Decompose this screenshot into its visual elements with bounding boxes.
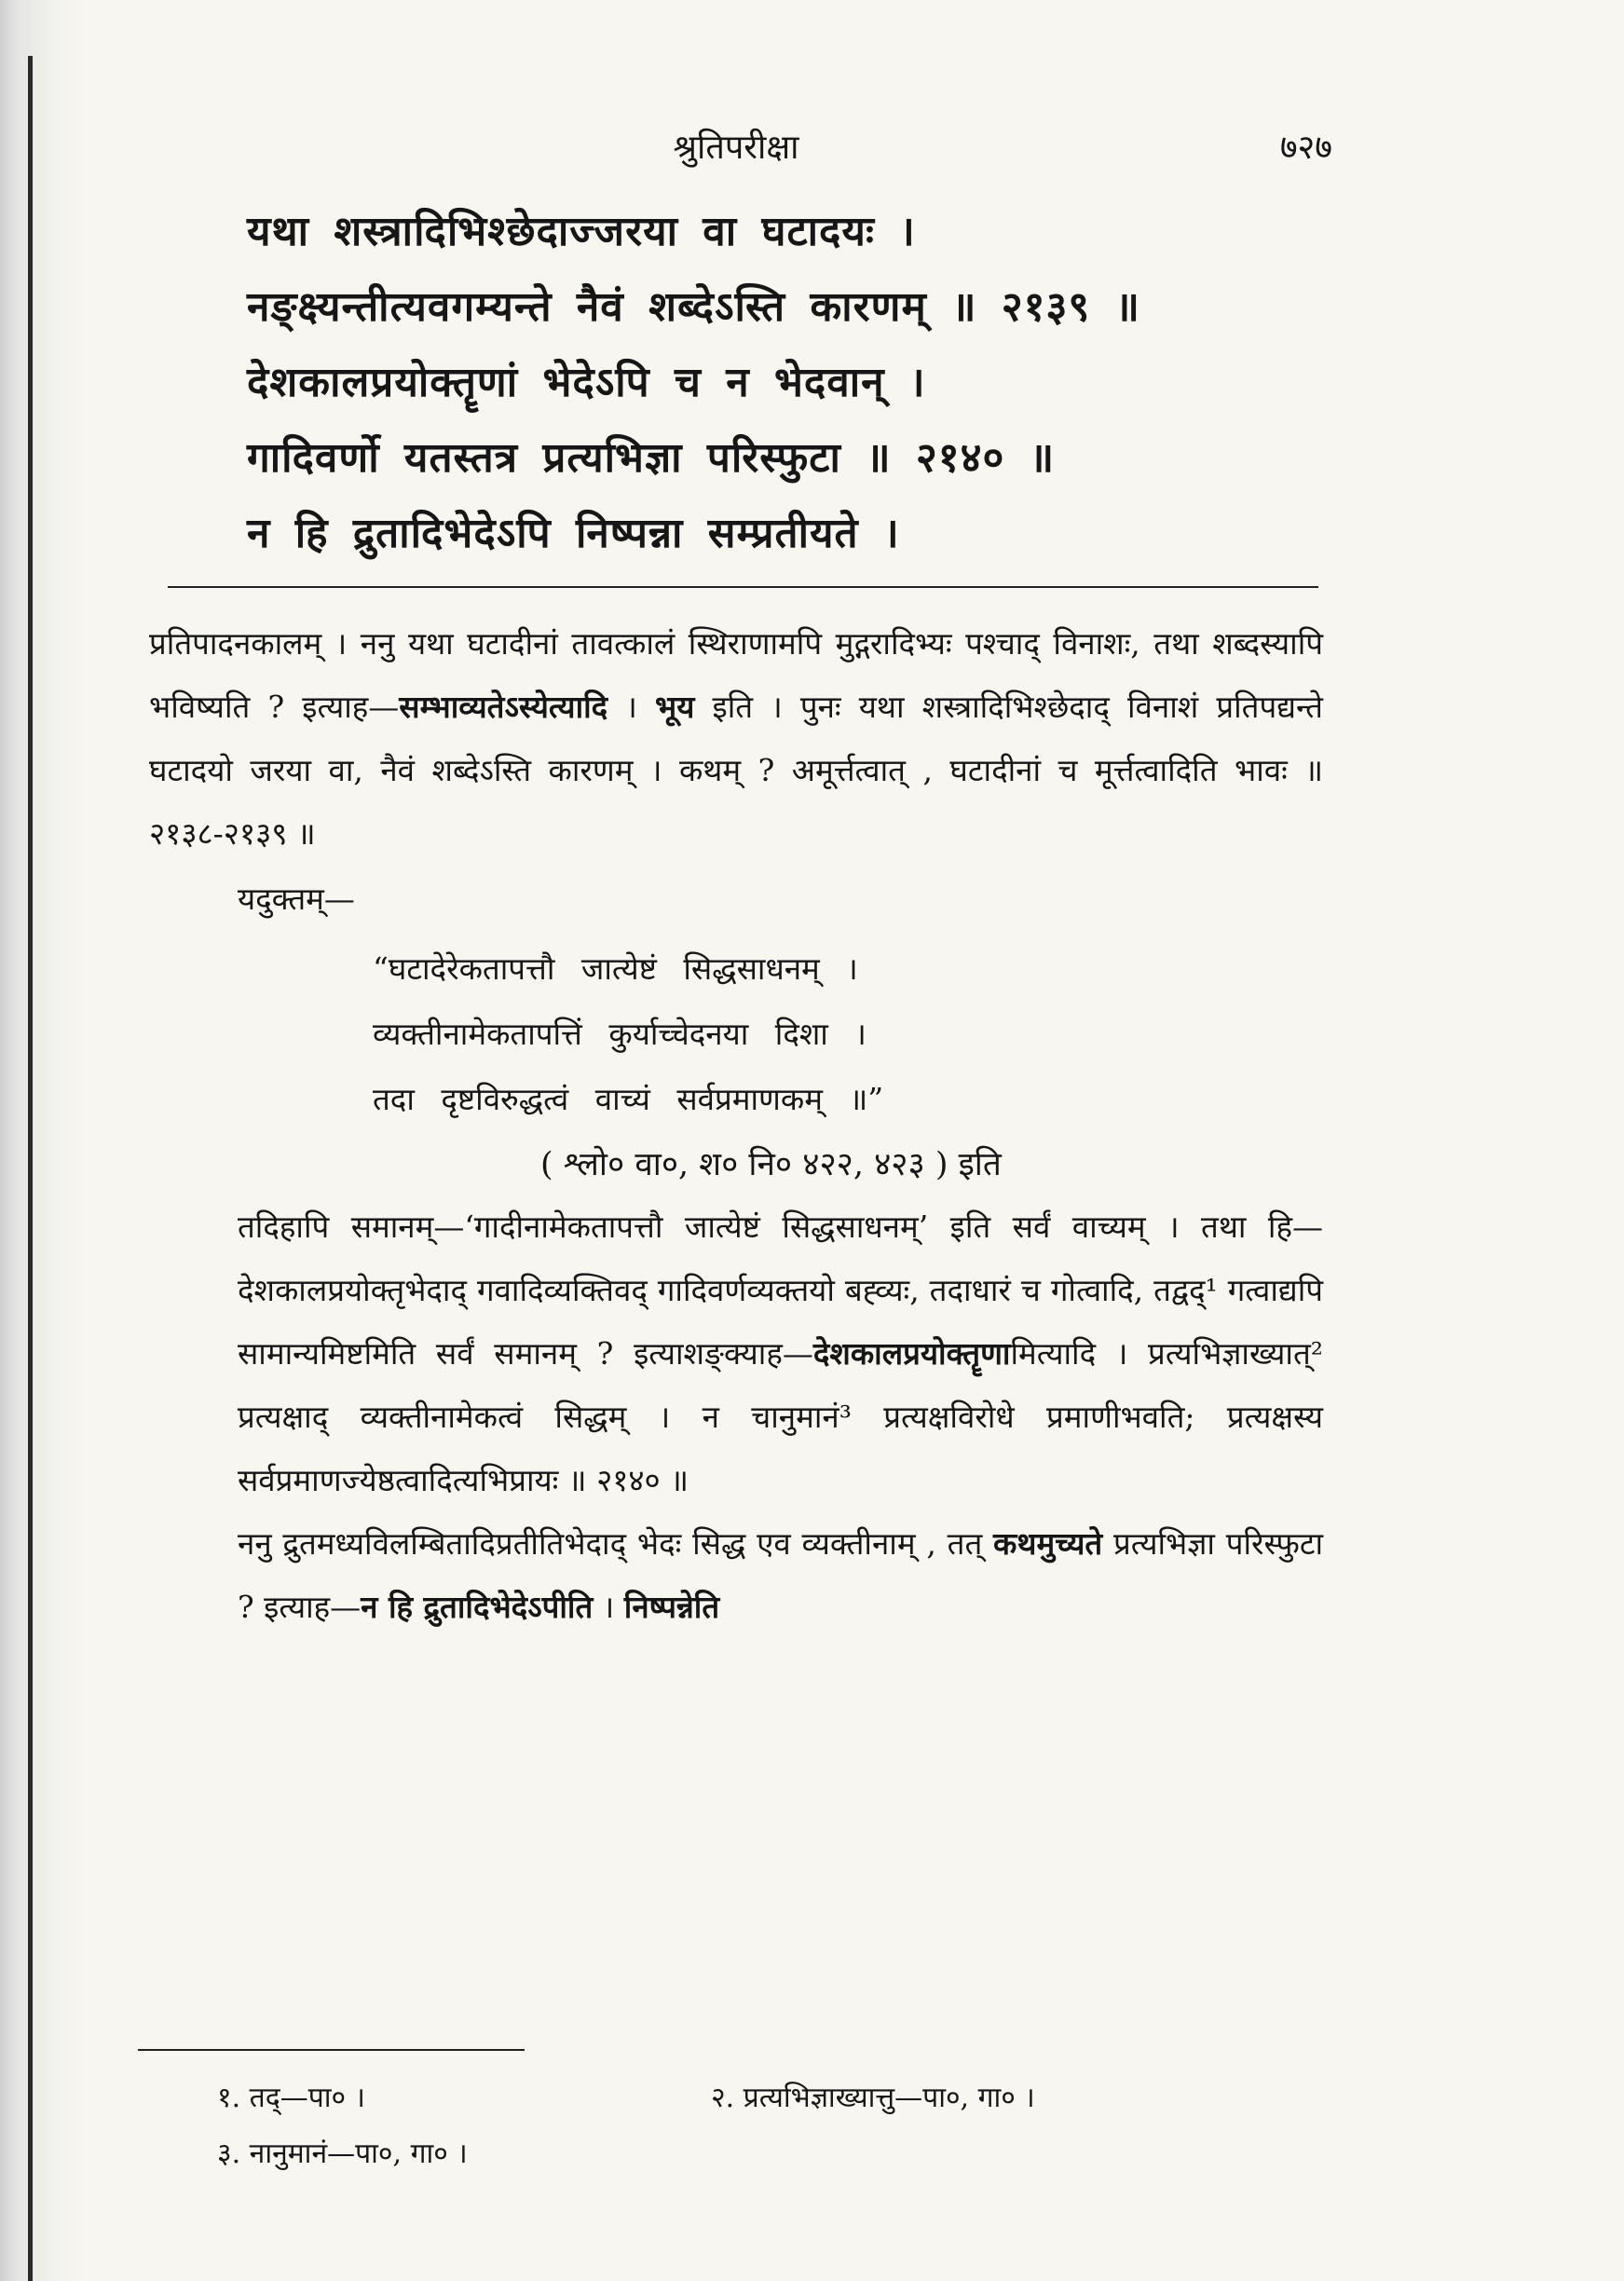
- commentary-paragraph-3: [149, 1512, 1323, 1639]
- quote-line: तदा दृष्टविरुद्धत्वं वाच्यं सर्वप्रमाणकम् ॥”: [373, 1081, 884, 1117]
- pratika-bold: कथमुच्यते: [993, 1525, 1103, 1562]
- verse-line: नङ्क्ष्यन्तीत्यवगम्यन्ते नैवं शब्देऽस्ति कारणम् ॥ २१३९ ॥: [247, 283, 1140, 331]
- commentary: [149, 612, 1323, 1639]
- commentary-text: इति । पुनः यथा शस्त्रादिभिश्छेदाद् विनाशं प्रतिपद्यन्ते घटादयो जरया वा, नैवं शब्देऽस्ति कारणम् । कथम् ? अमूर्त्तत्वात् , घटादीनां च मूर्त्तत्वादिति भावः ॥ २१३८-२१३९ ॥: [149, 689, 1323, 852]
- binding-edge-line: [28, 56, 33, 2281]
- commentary-text: तदिहापि समानम्—‘गादीनामेकतापत्तौ जात्येष्टं सिद्धसाधनम्’ इति सर्वं वाच्यम् । तथा हि—देशकालप्रयोक्तृभेदाद् गवादिव्यक्तिवद् गादिवर्णव्यक्तयो बह्व्यः, तदाधारं च गोत्वादि, तद्वद्¹ गत्वाद्यपि सामान्यमिष्टमिति सर्वं समानम् ? इत्याशङ्क्याह—: [238, 1209, 1323, 1372]
- verse-line: गादिवर्णो यतस्तत्र प्रत्यभिज्ञा परिस्फुटा ॥ २१४० ॥: [247, 434, 1056, 482]
- quoted-verse: [149, 936, 1323, 1132]
- verse-line: यथा शस्त्रादिभिश्छेदाज्जरया वा घटादयः ।: [247, 208, 916, 255]
- footnotes: [217, 2070, 1242, 2182]
- karika-verses: [247, 194, 1290, 571]
- running-title: श्रुतिपरीक्षा: [673, 129, 799, 167]
- footnote-divider: [138, 2049, 525, 2051]
- commentary-text: ।: [607, 689, 655, 725]
- commentary-text: प्रत्यभिज्ञा परिस्फुटा ? इत्याह—: [238, 1525, 1323, 1625]
- verse-commentary-divider: [168, 586, 1318, 588]
- commentary-text: ननु द्रुतमध्यविलम्बितादिप्रतीतिभेदाद् भेदः सिद्ध एव व्यक्तीनाम् , तत्: [238, 1525, 994, 1562]
- commentary-text: ।: [593, 1589, 624, 1625]
- yaduktam-label: यदुक्तम्—: [238, 881, 355, 917]
- commentary-text: प्रतिपादनकालम् । ननु यथा घटादीनां तावत्कालं स्थिराणामपि मुद्गरादिभ्यः पश्चाद् विनाशः, तथा शब्दस्यापि भविष्यति ? इत्याह—: [149, 625, 1323, 725]
- footnote-1: १. तद्—पा० ।: [217, 2082, 366, 2114]
- commentary-paragraph-1: [149, 612, 1323, 866]
- page-number: ७२७: [1279, 129, 1332, 167]
- quote-reference: ( श्लो० वा०, श० नि० ४२२, ४२३ ) इति: [540, 1146, 1002, 1183]
- verse-line: न हि द्रुतादिभेदेऽपि निष्पन्ना सम्प्रतीयते ।: [247, 510, 900, 557]
- pratika-bold: देशकालप्रयोक्तॄणा: [812, 1335, 1011, 1372]
- footnote-2: २. प्रत्यभिज्ञाख्यात्तु—पा०, गा० ।: [711, 2082, 1035, 2114]
- verse-line: देशकालप्रयोक्तॄणां भेदेऽपि च न भेदवान् ।: [247, 359, 926, 406]
- footnote-row: [217, 2070, 1242, 2126]
- pratika-bold: न हि द्रुतादिभेदेऽपीति: [361, 1589, 594, 1625]
- pratika-bold: निष्पन्नेति: [623, 1589, 720, 1625]
- pratika-bold: सम्भाव्यतेऽस्येत्यादि: [399, 689, 608, 725]
- pratika-bold: भूय: [655, 689, 695, 725]
- binding-edge-shadow: [0, 0, 84, 2281]
- commentary-text: मित्यादि । प्रत्यभिज्ञाख्यात्² प्रत्यक्षाद् व्यक्तीनामेकत्वं सिद्धम् । न चानुमानं³ प्रत्यक्षविरोधे प्रमाणीभवति; प्रत्यक्षस्य सर्वप्रमाणज्येष्ठत्वादित्यभिप्रायः ॥ २१४० ॥: [238, 1335, 1324, 1498]
- quote-line: व्यक्तीनामेकतापत्तिं कुर्याच्चेदनया दिशा ।: [373, 1016, 867, 1052]
- footnote-3: ३. नानुमानं—पा०, गा० ।: [217, 2138, 468, 2170]
- commentary-paragraph-2: [149, 1195, 1323, 1512]
- book-page: [149, 112, 1332, 1639]
- quote-line: “घटादेरेकतापत्तौ जात्येष्टं सिद्धसाधनम् ।: [373, 950, 858, 987]
- running-header: [149, 112, 1332, 177]
